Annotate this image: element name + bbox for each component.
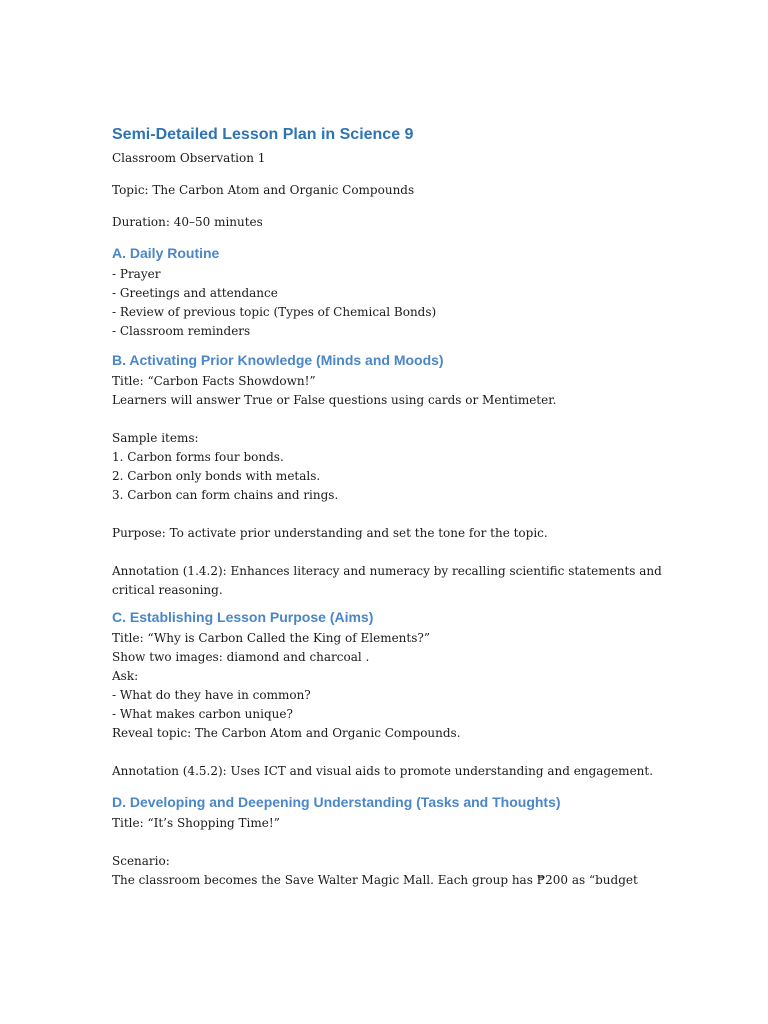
annotation-line: Annotation (1.4.2): Enhances literacy and numeracy by recalling scientific statements and xyxy=(112,564,662,578)
sample-items-label: Sample items: xyxy=(112,431,199,445)
scenario-label: Scenario: xyxy=(112,854,170,868)
topic-line: Topic: The Carbon Atom and Organic Compounds xyxy=(112,183,415,197)
list-item: - Review of previous topic (Types of Chemical Bonds) xyxy=(112,305,437,319)
annotation-line: Annotation (4.5.2): Uses ICT and visual aids to promote understanding and engagement. xyxy=(112,764,654,778)
list-item: - Greetings and attendance xyxy=(112,286,278,300)
document-title: Semi-Detailed Lesson Plan in Science 9 xyxy=(112,126,414,143)
activity-title: Title: “Why is Carbon Called the King of Elements?” xyxy=(112,631,430,645)
list-item: - What makes carbon unique? xyxy=(112,707,293,721)
section-c-heading: C. Establishing Lesson Purpose (Aims) xyxy=(112,609,374,625)
list-item: 3. Carbon can form chains and rings. xyxy=(112,488,339,502)
document-subtitle: Classroom Observation 1 xyxy=(112,151,266,165)
list-item: 2. Carbon only bonds with metals. xyxy=(112,469,321,483)
lesson-line: Ask: xyxy=(112,669,139,683)
section-b-heading: B. Activating Prior Knowledge (Minds and Moods) xyxy=(112,352,444,368)
activity-title: Title: “Carbon Facts Showdown!” xyxy=(112,374,316,388)
section-a-heading: A. Daily Routine xyxy=(112,245,220,261)
scenario-text: The classroom becomes the Save Walter Magic Mall. Each group has ₱200 as “budget xyxy=(112,873,638,887)
list-item: - Prayer xyxy=(112,267,161,281)
annotation-line: critical reasoning. xyxy=(112,583,223,597)
list-item: - What do they have in common? xyxy=(112,688,311,702)
activity-title: Title: “It’s Shopping Time!” xyxy=(112,816,280,830)
lesson-line: Reveal topic: The Carbon Atom and Organic Compounds. xyxy=(112,726,461,740)
list-item: - Classroom reminders xyxy=(112,324,251,338)
purpose-line: Purpose: To activate prior understanding and set the tone for the topic. xyxy=(112,526,548,540)
list-item: 1. Carbon forms four bonds. xyxy=(112,450,284,464)
lesson-line: Show two images: diamond and charcoal . xyxy=(112,650,370,664)
duration-line: Duration: 40–50 minutes xyxy=(112,215,263,229)
activity-instruction: Learners will answer True or False questions using cards or Mentimeter. xyxy=(112,393,557,407)
section-d-heading: D. Developing and Deepening Understanding (Tasks and Thoughts) xyxy=(112,794,561,810)
